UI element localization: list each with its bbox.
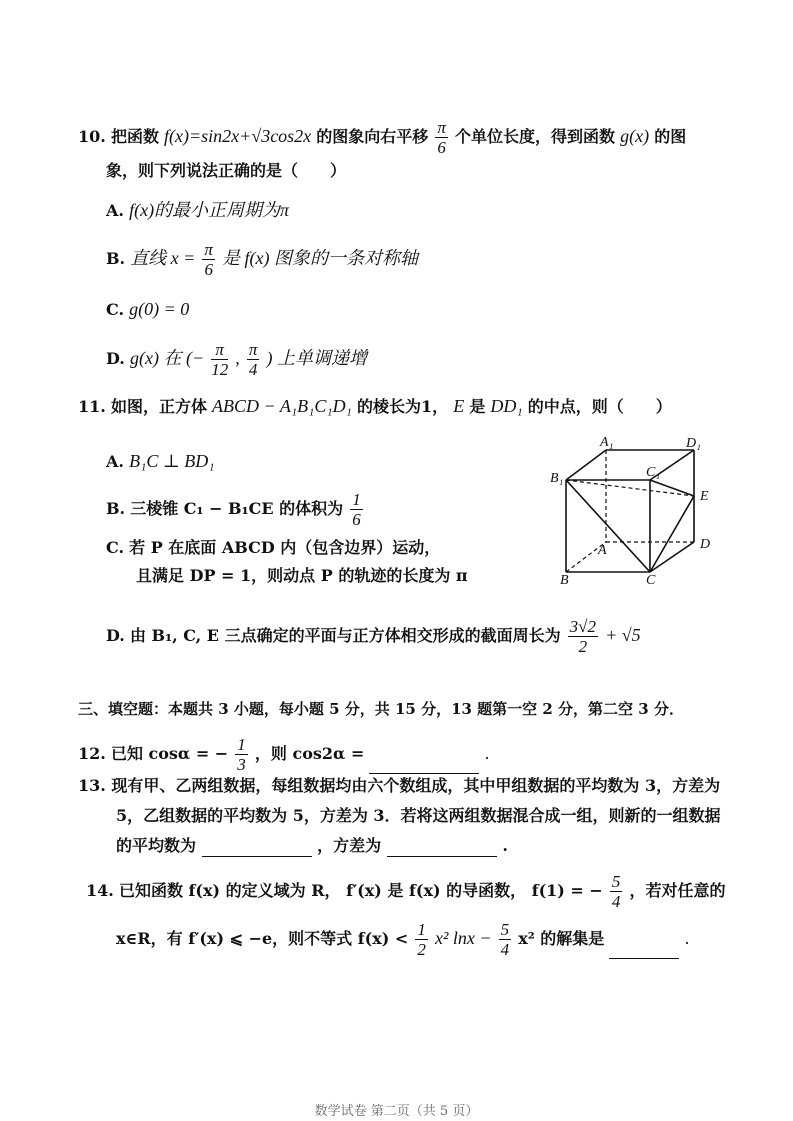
q11-stem-c: 是 — [469, 397, 486, 416]
q10-option-d-num-1: π — [211, 340, 228, 360]
label-b: B — [560, 573, 569, 586]
section-3-title: 三、填空题：本题共 3 小题，每小题 5 分，共 15 分，13 题第一空 2 分，第二空 3 分． — [78, 700, 684, 718]
q14-num-3: 5 — [500, 920, 510, 939]
q14-den-2: 2 — [417, 940, 426, 959]
q11-option-b-label: B. — [106, 499, 126, 518]
label-e: E — [700, 489, 709, 504]
q10-option-d-den-2: 4 — [248, 360, 258, 379]
q10-option-a — [106, 199, 289, 222]
q12-num: 1 — [237, 735, 246, 754]
label-c: C — [646, 573, 656, 586]
q11-option-d-pre: 由 B₁, C, E 三点确定的平面与正方体相交形成的截面周长为 — [129, 626, 561, 645]
q10-number: 10. — [78, 127, 106, 146]
q10-option-c-label: C. — [106, 300, 125, 319]
edge-cd — [650, 542, 694, 572]
cube-figure — [550, 436, 720, 586]
q11-option-a-text: B₁C ⊥ BD₁ — [129, 451, 215, 471]
q11-option-d — [106, 617, 641, 656]
q14-fraction-2 — [415, 920, 428, 959]
q11-stem — [78, 395, 672, 418]
edge-b1a1 — [566, 450, 606, 480]
q11-option-b-den: 6 — [352, 510, 361, 529]
segment-b1e-hidden — [566, 480, 694, 496]
q10-option-d-label: D. — [106, 349, 125, 368]
q14-text-1a: 已知函数 f(x) 的定义域为 R， f′(x) 是 f(x) 的导函数， f(1) = − — [118, 881, 603, 900]
q11-option-d-post: + √5 — [605, 625, 641, 645]
q11-option-a — [106, 450, 215, 473]
q14-end: . — [684, 929, 690, 948]
q14-line2 — [116, 920, 690, 959]
q11-stem-a: 如图，正方体 — [110, 397, 207, 416]
label-d1: D₁ — [686, 436, 701, 451]
q11-stem-b: 的棱长为1， — [356, 397, 449, 416]
q14-text-1b: ，若对任意的 — [629, 881, 726, 900]
q14-answer-blank[interactable] — [609, 940, 679, 959]
q10-option-a-label: A. — [106, 201, 124, 220]
q12-end: . — [484, 744, 490, 763]
q11-option-b — [106, 490, 365, 529]
q10-option-b-label: B. — [106, 249, 126, 268]
q13-line1 — [78, 775, 720, 797]
q14-den-1: 4 — [611, 892, 621, 911]
q12-fraction — [235, 735, 248, 774]
q13-mean-blank[interactable] — [202, 838, 312, 857]
q10-option-d-num-2: π — [248, 340, 258, 359]
q11-option-c-label: C. — [106, 538, 125, 557]
q14-text-2a: x∈R，有 f′(x) ⩽ −e，则不等式 f(x) < — [116, 929, 409, 948]
segment-b1c — [566, 480, 650, 572]
q13-text-1: 现有甲、乙两组数据，每组数据均由六个数组成，其中甲组数据的平均数为 3，方差为 — [111, 776, 721, 795]
label-c1: C₁ — [646, 465, 661, 480]
q10-text-c: 个单位长度，得到函数 — [455, 127, 616, 146]
q11-option-a-label: A. — [106, 452, 124, 471]
q10-option-d-fraction-1 — [211, 340, 228, 379]
q10-text-d: 的图 — [654, 127, 687, 146]
q10-option-a-text: f(x)的最小正周期为π — [129, 200, 290, 220]
q11-option-c-line2: 且满足 DP = 1，则动点 P 的轨迹的长度为 π — [136, 566, 468, 585]
q14-num-2: 1 — [417, 920, 426, 939]
q11-option-b-fraction — [350, 490, 363, 529]
q10-option-c — [106, 298, 189, 321]
q14-text-2c: x² 的解集是 — [518, 929, 605, 948]
q10-f-expr: f(x)=sin2x+√3cos2x — [164, 126, 312, 146]
q10-option-b — [106, 240, 418, 279]
q11-option-d-den: 2 — [578, 637, 588, 656]
q13-text-3c: . — [502, 836, 508, 855]
q10-option-b-pre: 直线 x = — [130, 248, 196, 268]
q10-option-b-den: 6 — [204, 260, 213, 279]
q10-shift-den: 6 — [437, 138, 446, 157]
q10-option-d-den-1: 12 — [211, 360, 229, 379]
label-b1: B₁ — [550, 471, 564, 486]
q10-option-d-comma: , — [235, 348, 240, 368]
q11-option-d-num: 3√2 — [569, 617, 597, 636]
q14-line1 — [86, 872, 726, 911]
q11-option-b-num: 1 — [352, 490, 361, 509]
q12-pre: 已知 cosα = − — [110, 744, 229, 763]
q13-line3 — [116, 835, 508, 857]
q12-mid: ，则 cos2α = — [254, 744, 365, 763]
q10-option-d-post: ) 上单调递增 — [266, 348, 367, 368]
label-d: D — [700, 537, 711, 552]
q10-stem-line1 — [78, 118, 686, 157]
q13-text-3b: ，方差为 — [317, 836, 382, 855]
q14-fraction-1 — [610, 872, 623, 911]
q11-option-c-text-1: 若 P 在底面 ABCD 内（包含边界）运动， — [129, 538, 441, 557]
page-footer: 数学试卷 第二页（共 5 页） — [314, 1104, 479, 1119]
q13-text-3a: 的平均数为 — [116, 836, 197, 855]
q12-den: 3 — [237, 755, 246, 774]
q10-option-b-post: 是 f(x) 图象的一条对称轴 — [222, 248, 419, 268]
q10-g-expr: g(x) — [620, 126, 650, 146]
q14-den-3: 4 — [500, 940, 510, 959]
q10-option-d-pre: g(x) 在 (− — [129, 348, 205, 368]
q10-option-b-num: π — [204, 240, 213, 259]
q10-option-d — [106, 340, 367, 379]
q12-answer-blank[interactable] — [369, 755, 479, 774]
q10-stem-line2: 象，则下列说法正确的是（ ） — [106, 161, 347, 180]
q11-edge: DD₁ — [490, 396, 523, 416]
q10-option-c-text: g(0) = 0 — [129, 299, 190, 319]
q13-variance-blank[interactable] — [387, 838, 497, 857]
q14-num-1: 5 — [611, 872, 621, 891]
q11-point-e: E — [453, 396, 465, 416]
segment-ce — [650, 496, 694, 572]
q13-number: 13. — [78, 776, 106, 795]
q12-number: 12. — [78, 744, 106, 763]
q11-option-d-label: D. — [106, 626, 125, 645]
q11-number: 11. — [78, 397, 106, 416]
q14-fraction-3 — [499, 920, 512, 959]
q11-option-c-line1 — [106, 537, 440, 559]
q10-option-d-fraction-2 — [247, 340, 260, 379]
q10-text-a: 把函数 — [110, 127, 159, 146]
q11-stem-d: 的中点，则（ ） — [527, 397, 672, 416]
label-a1: A₁ — [600, 436, 614, 450]
q11-cube-name: ABCD − A₁B₁C₁D₁ — [212, 396, 352, 416]
q11-option-b-pre: 三棱锥 C₁ − B₁CE 的体积为 — [130, 499, 344, 518]
label-a: A — [598, 543, 607, 558]
q10-shift-num: π — [437, 118, 446, 137]
q10-option-b-fraction — [202, 240, 215, 279]
q10-shift-fraction — [435, 118, 448, 157]
q14-text-2b: x² lnx − — [434, 928, 492, 948]
q12 — [78, 735, 490, 774]
q11-option-d-fraction — [568, 617, 598, 656]
q14-number: 14. — [86, 881, 114, 900]
q13-line2: 5，乙组数据的平均数为 5，方差为 3．若将这两组数据混合成一组，则新的一组数据 — [116, 806, 721, 825]
q10-text-b: 的图象向右平移 — [316, 127, 429, 146]
